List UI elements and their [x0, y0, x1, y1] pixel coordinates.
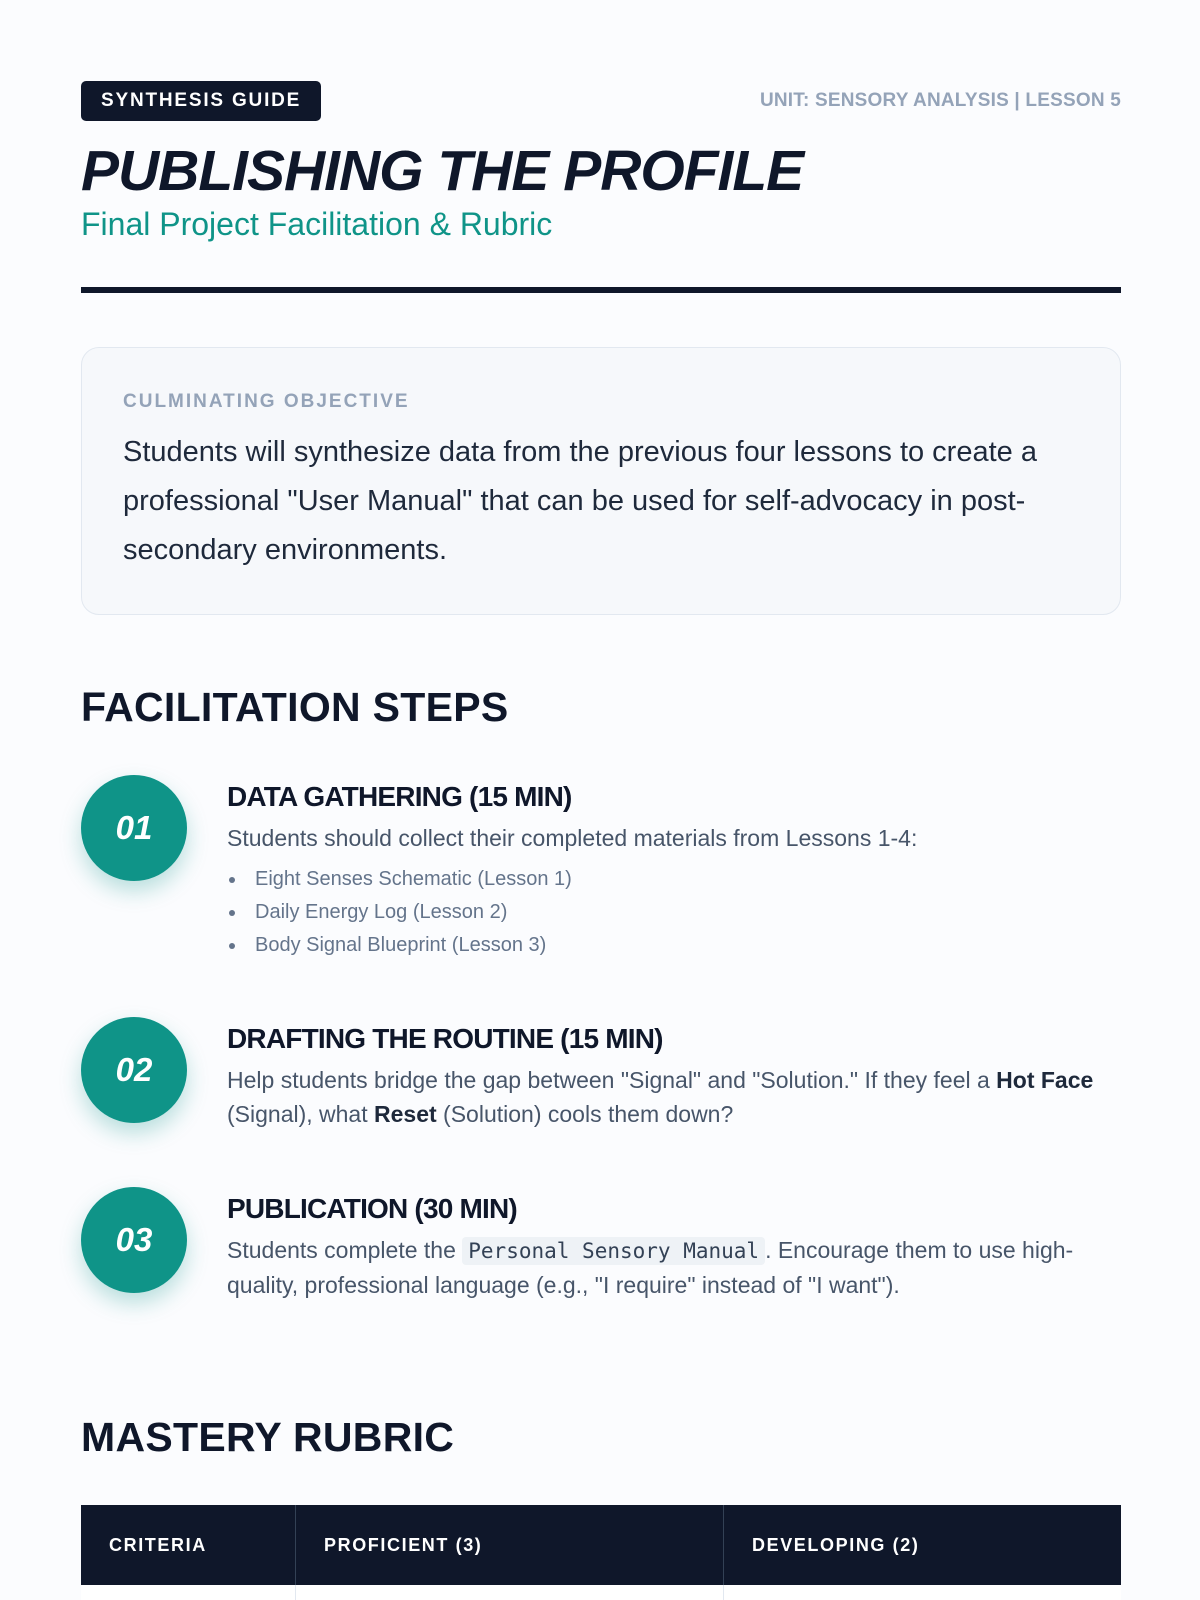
bold-term: Hot Face: [996, 1067, 1094, 1093]
step-body: [227, 1187, 1121, 1302]
table-row: [81, 1585, 1121, 1600]
list-item: Daily Energy Log (Lesson 2): [227, 896, 1121, 929]
step-body: [227, 775, 1121, 962]
column-header-criteria: CRITERIA: [109, 1535, 207, 1555]
materials-list: [227, 863, 1121, 962]
manual-name-code: Personal Sensory Manual: [462, 1237, 765, 1265]
header-divider: [81, 287, 1121, 293]
step-title: DATA GATHERING (15 MIN): [227, 781, 572, 812]
list-item: Body Signal Blueprint (Lesson 3): [227, 929, 1121, 962]
mastery-rubric-heading: MASTERY RUBRIC: [81, 1414, 455, 1460]
column-divider: [723, 1585, 724, 1600]
objective-text: Students will synthesize data from the previous four lessons to create a professional "User Manual" that can be used for self-advocacy in post-secondary environments.: [123, 436, 1037, 566]
objective-card: [81, 347, 1121, 615]
header-row: [81, 81, 1121, 121]
step-number-badge: 02: [81, 1017, 187, 1123]
step-number-badge: 03: [81, 1187, 187, 1293]
page-subtitle: Final Project Facilitation & Rubric: [81, 206, 553, 242]
unit-lesson-label: UNIT: SENSORY ANALYSIS | LESSON 5: [759, 90, 1121, 111]
step-body: [227, 1017, 1121, 1131]
step-title: PUBLICATION (30 MIN): [227, 1193, 517, 1224]
bold-term: Reset: [374, 1101, 437, 1127]
list-item: Eight Senses Schematic (Lesson 1): [227, 863, 1121, 896]
step-description: Students should collect their completed materials from Lessons 1-4:: [227, 825, 918, 851]
column-divider: [295, 1585, 296, 1600]
step-number-badge: 01: [81, 775, 187, 881]
step-title: DRAFTING THE ROUTINE (15 MIN): [227, 1023, 663, 1054]
rubric-table: [81, 1505, 1121, 1600]
column-header-developing: DEVELOPING (2): [723, 1505, 1121, 1585]
page-title: PUBLISHING THE PROFILE: [81, 139, 804, 203]
objective-label: CULMINATING OBJECTIVE: [123, 391, 410, 412]
step-description: Students complete the Personal Sensory Manual . Encourage them to use high-quality, professional language (e.g., "I require" instead of "I want").: [227, 1237, 1074, 1298]
step-description: Help students bridge the gap between "Signal" and "Solution." If they feel a Hot Face (Signal), what Reset (Solution) cools them down?: [227, 1067, 1094, 1127]
facilitation-steps-heading: FACILITATION STEPS: [81, 684, 509, 730]
column-header-proficient: PROFICIENT (3): [295, 1505, 723, 1585]
synthesis-guide-badge: SYNTHESIS GUIDE: [81, 81, 321, 121]
